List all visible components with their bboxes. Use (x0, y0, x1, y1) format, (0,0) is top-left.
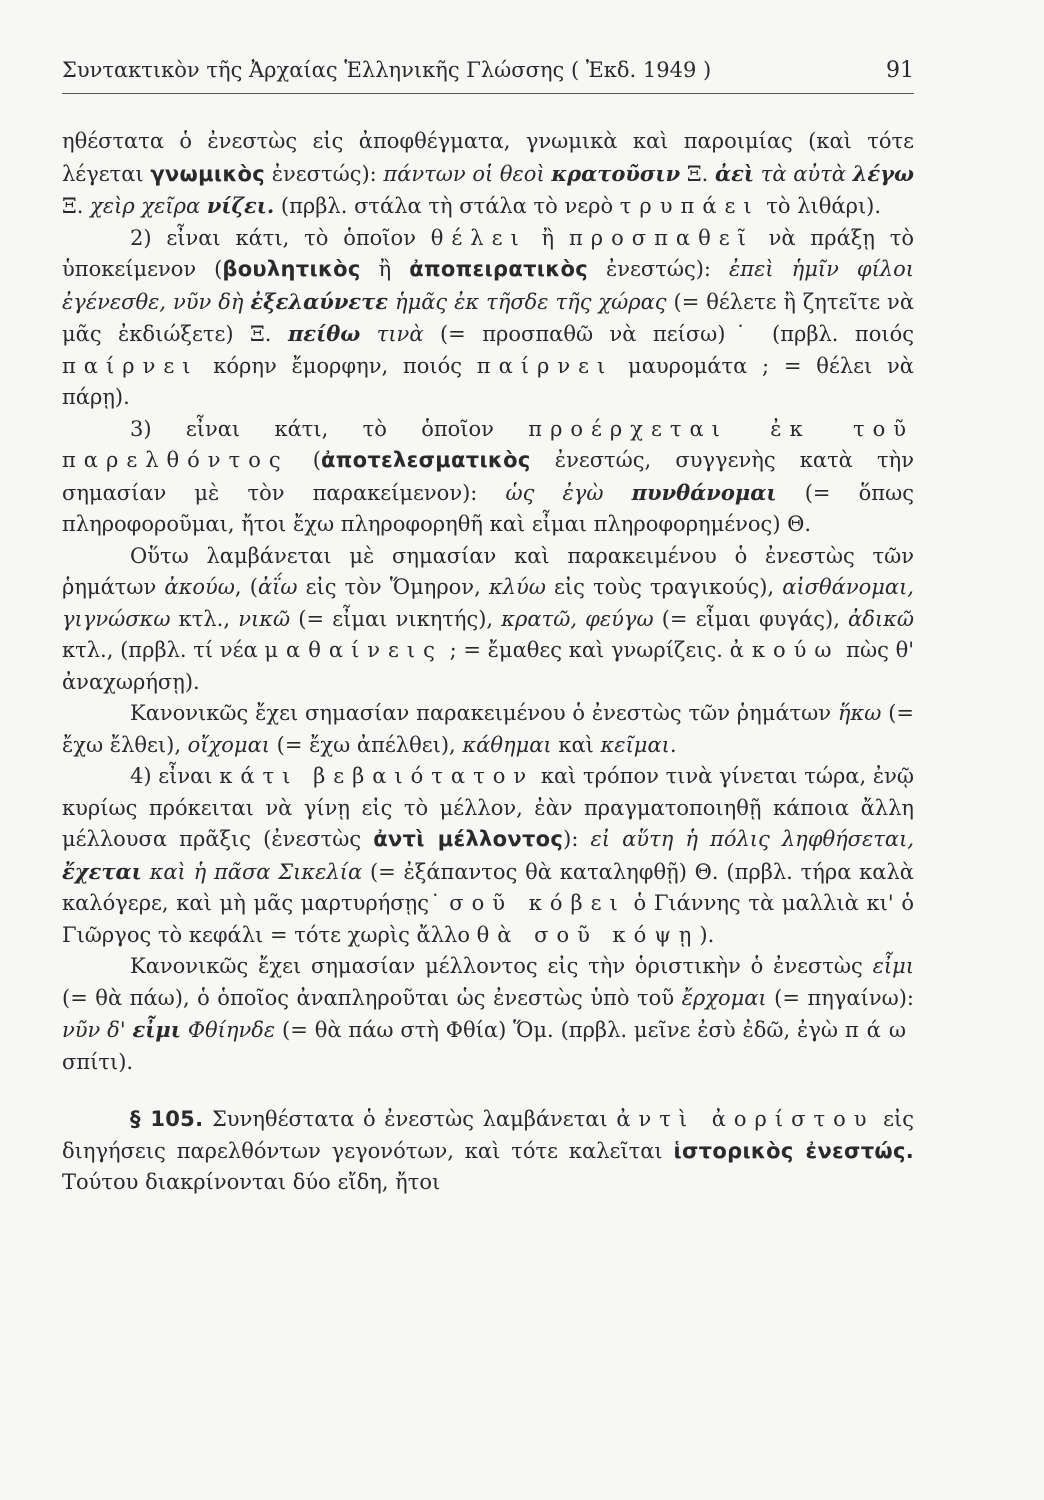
styled-text-bi: εἶμι (132, 1017, 181, 1042)
styled-text-sp: ἀκούω (729, 638, 840, 662)
text-run: (= εἶμαι φυγάς), (653, 606, 849, 631)
text-run: 4) εἶναι (130, 764, 220, 788)
styled-text-i: κεῖμαι (600, 732, 670, 757)
styled-text-i: τινὰ (360, 322, 424, 346)
text-run: (= εἶμαι νικητής), (290, 606, 502, 631)
styled-text-i: ἀδικῶ (848, 606, 914, 631)
styled-text-sp: πάω (844, 1018, 914, 1042)
text-run: ἐνεστώς): (587, 257, 730, 281)
text-run: τὸ λιθάρι). (759, 194, 882, 218)
styled-text-i: πάντων οἱ θεοὶ (383, 161, 552, 186)
styled-text-i: κάθημαι (462, 732, 552, 757)
styled-text-bi: κρατοῦσιν (551, 160, 681, 186)
styled-text-i: νικῶ (238, 606, 291, 631)
text-run: καὶ (551, 732, 601, 757)
styled-text-sp: προέρχεται ἐκ τοῦ παρελθόντος (62, 416, 914, 472)
styled-text-sp: κάτι βεβαιότατον (219, 764, 535, 788)
text-run: κτλ., (πρβλ. τί νέα (62, 638, 265, 662)
styled-text-bi: νίζει. (206, 193, 275, 218)
text-run: Κανονικῶς ἔχει σημασίαν παρακειμένου ὁ ἐνεστὼς τῶν ῥημάτων (130, 701, 838, 725)
styled-text-b: ἀποπειρατικὸς (409, 257, 588, 281)
styled-text-i: εἶμι (872, 954, 914, 978)
text-run: (= θέλετε ἢ ζητεῖτε νὰ μᾶς ἐκδιώξετε) Ξ. (62, 289, 914, 346)
text-run: νὰ πράξῃ τὸ ὑποκείμενον ( (62, 225, 914, 281)
text-run: (= ἔχω ἔλθει), (62, 701, 914, 757)
text-run: (= θὰ πάω στὴ Φθία) Ὅμ. (πρβλ. μεῖνε ἐσὺ ἐδῶ, ἐγὼ (275, 1018, 845, 1042)
paragraph (62, 1104, 914, 1199)
text-run: εἰς τοὺς τραγικούς), (545, 575, 783, 599)
book-page (62, 58, 914, 1199)
text-run: καὶ τρόπον τινὰ γίνεται τώρα, ἐνῷ κυρίως πρόκειται νὰ γίνῃ εἰς τὸ μέλλον, ἐὰν πραγματοποιηθῇ κάποια ἄλλη μέλλουσα πρᾶξις (ἐνεστὼς (62, 764, 914, 851)
text-run: ( (288, 448, 321, 472)
styled-text-sp: θὰ σοῦ κόψῃ (476, 922, 700, 947)
styled-text-b: § 105. (130, 1107, 204, 1131)
text-run: (= πηγαίνω): (766, 985, 914, 1010)
styled-text-i: ἀΐω (257, 575, 298, 599)
styled-text-i: ἡμᾶς ἐκ τῆσδε τῆς χώρας (388, 289, 667, 314)
text-run: κτλ., (170, 606, 239, 631)
styled-text-i: ἐπεὶ ἡμῖν φίλοι ἐγένεσθε, νῦν δὴ (62, 257, 914, 314)
text-run: (= προσπαθῶ νὰ πείσω)˙ (πρβλ. ποιός (423, 322, 915, 346)
styled-text-sp: μαθαίνεις (264, 638, 443, 662)
text-run: (= ἔχω ἀπέλθει), (269, 732, 463, 757)
styled-text-i: χεὶρ χεῖρα (90, 194, 207, 218)
text-run: ; = ἔμαθες καὶ γνωρίζεις. (442, 638, 730, 662)
text-run: (= θὰ πάω), ὁ ὁποῖος ἀναπληροῦται ὡς ἐνεστὼς ὑπὸ τοῦ (62, 985, 682, 1010)
text-run: ἢ (360, 257, 410, 281)
text-run: 2) εἶναι κάτι, τὸ ὁποῖον (130, 225, 431, 250)
text-run: μαυρομάτα ; = θέλει νὰ πάρῃ). (62, 353, 914, 409)
styled-text-sp: τρυπάει (619, 194, 760, 218)
paragraph (62, 414, 914, 541)
styled-text-i: καὶ ἡ πᾶσα Σικελία (141, 859, 363, 884)
running-header (62, 58, 914, 94)
styled-text-b: βουλητικὸς (222, 257, 361, 281)
text-run: ὁ Γιάννης τὰ μαλλιὰ κι' ὁ Γιῶργος τὸ κεφάλι = τότε χωρὶς ἄλλο (62, 891, 914, 947)
styled-text-bi: πυνθάνομαι (631, 479, 777, 505)
styled-text-bi: ἐξελαύνετε (250, 288, 389, 314)
styled-text-sp: ἀντὶ ἀορίστου (616, 1107, 875, 1131)
text-run: ). (699, 922, 715, 947)
styled-text-bi: λέγω (852, 160, 914, 186)
paragraph (62, 698, 914, 761)
styled-text-i: Φθίηνδε (180, 1018, 276, 1042)
styled-text-sp: σοῦ κόβει (449, 891, 626, 915)
styled-text-bi: ἀεὶ (714, 160, 755, 186)
text-run: Οὕτω λαμβάνεται μὲ σημασίαν καὶ παρακειμένου ὁ ἐνεστὼς τῶν ῥημάτων (62, 543, 914, 599)
styled-text-bi: ἔχεται (62, 858, 142, 884)
styled-text-sp: θέλει (430, 225, 527, 250)
paragraph (62, 223, 914, 414)
styled-text-i: τὰ αὐτὰ (754, 161, 853, 186)
paragraph (62, 126, 914, 223)
styled-text-sp: παίρνει (62, 353, 199, 378)
paragraph (62, 541, 914, 699)
styled-text-b: ἀντὶ μέλλοντος (373, 827, 564, 851)
styled-text-i: νῦν δ' (62, 1018, 133, 1042)
styled-text-i: αἰσθάνομαι, γιγνώσκω (62, 575, 914, 631)
text-run: . (669, 732, 677, 757)
text-run: Ξ. (62, 194, 91, 218)
styled-text-i: εἰ αὕτη ἡ πόλις ληφθήσεται, (590, 827, 914, 851)
text-run: (πρβλ. στάλα τὴ στάλα τὸ νερὸ (274, 194, 620, 218)
text-run: ἢ (526, 225, 569, 250)
styled-text-i: οἴχομαι (187, 732, 270, 757)
text-run: , ( (234, 575, 258, 599)
styled-text-i: ἀκούω (164, 575, 235, 599)
text-run: ): (563, 827, 591, 851)
text-run: ηθέστατα ὁ ἐνεστὼς εἰς ἀποφθέγματα, γνωμικὰ καὶ παροιμίας (καὶ τότε λέγεται (62, 129, 914, 186)
page-number: 91 (886, 58, 914, 83)
text-run: Ξ. (680, 161, 715, 186)
paragraph (62, 951, 914, 1078)
styled-text-b: γνωμικὸς (150, 161, 266, 186)
paragraph (62, 761, 914, 951)
text-run: ἐνεστώς): (265, 161, 384, 186)
styled-text-bi: πείθω (287, 321, 361, 346)
text-run: ἐνεστώς, συγγενὴς κατὰ τὴν σημασίαν μὲ τὸν παρακείμενον): (62, 448, 915, 505)
text-run: πὼς θ' ἀναχωρήσῃ). (62, 638, 914, 694)
text-run: 3) εἶναι κάτι, τὸ ὁποῖον (130, 416, 529, 441)
text-run: Τούτου διακρίνονται δύο εἴδη, ἤτοι (62, 1170, 441, 1194)
text-run: σπίτι). (62, 1049, 134, 1074)
styled-text-i: ἥκω (837, 701, 882, 725)
styled-text-b: ἱστορικὸς ἐνεστώς. (673, 1138, 914, 1163)
text-run: Κανονικῶς ἔχει σημασίαν μέλλοντος εἰς τὴν ὁριστικὴν ὁ ἐνεστὼς (130, 954, 873, 978)
text-run: εἰς διηγήσεις παρελθόντων γεγονότων, καὶ τότε καλεῖται (62, 1107, 914, 1163)
text-run: (= ὅπως πληροφοροῦμαι, ἤτοι ἔχω πληροφορηθῆ καὶ εἶμαι πληροφορημένος) Θ. (62, 480, 914, 536)
styled-text-i: ὡς ἐγὼ (505, 480, 632, 505)
styled-text-i: κρατῶ, φεύγω (501, 606, 654, 631)
styled-text-sp: προσπαθεῖ (568, 225, 754, 250)
styled-text-i: ἔρχομαι (681, 985, 767, 1010)
styled-text-i: κλύω (488, 575, 546, 599)
body-text (62, 126, 914, 1199)
styled-text-b: ἀποτελεσματικὸς (320, 448, 531, 472)
text-run: εἰς τὸν Ὅμηρον, (297, 575, 489, 599)
running-title: Συντακτικὸν τῆς Ἀρχαίας Ἑλληνικῆς Γλώσσης ( Ἐκδ. 1949 ) (62, 58, 712, 82)
text-run: κόρην ἔμορφην, ποιός (198, 353, 477, 378)
styled-text-sp: παίρνει (476, 353, 614, 378)
text-run: Συνηθέστατα ὁ ἐνεστὼς λαμβάνεται (203, 1107, 617, 1131)
text-run: (= ἐξάπαντος θὰ καταληφθῇ) Θ. (πρβλ. τήρα καλὰ καλόγερε, καὶ μὴ μᾶς μαρτυρήσῃς˙ (62, 859, 914, 915)
